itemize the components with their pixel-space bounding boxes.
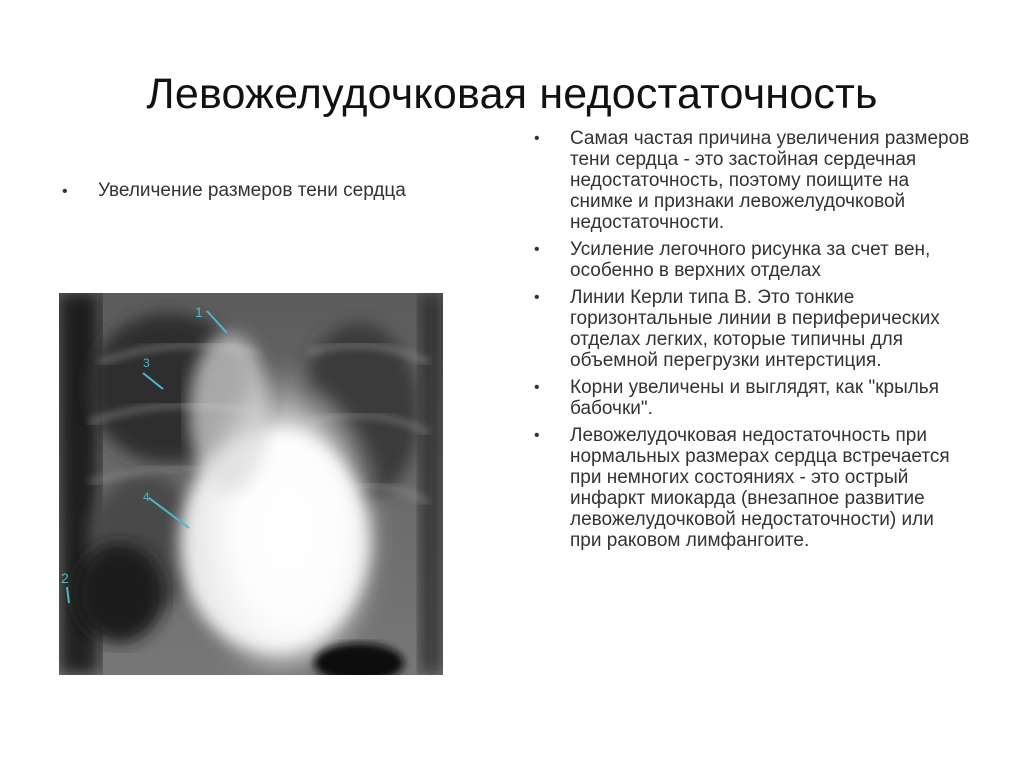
chest-xray-image — [59, 293, 443, 675]
svg-text:4: 4 — [143, 490, 150, 504]
xray-graphic — [59, 293, 443, 675]
bullet-symbol: • — [62, 183, 68, 200]
right-bullet-list — [530, 128, 970, 557]
left-bullet — [62, 180, 406, 202]
svg-text:3: 3 — [143, 356, 150, 370]
right-bullet-item — [530, 128, 970, 233]
bullet-symbol: • — [534, 241, 540, 258]
right-bullet-item — [530, 425, 970, 551]
right-bullet-item — [530, 239, 970, 281]
svg-text:2: 2 — [61, 570, 69, 586]
right-bullet-text: Линии Керли типа В. Это тонкие горизонтальные линии в периферических отделах легких, которые типичны для объемной перегрузки интерстиция. — [570, 287, 940, 371]
svg-text:1: 1 — [195, 304, 203, 320]
bullet-symbol: • — [534, 289, 540, 306]
right-bullet-text: Усиление легочного рисунка за счет вен, особенно в верхних отделах — [570, 239, 931, 281]
right-bullet-item — [530, 377, 970, 419]
right-bullet-item — [530, 287, 970, 371]
slide-title: Левожелудочковая недостаточность — [146, 70, 878, 118]
right-bullet-text: Левожелудочковая недостаточность при нормальных размерах сердца встречается при немногих состояниях - это острый инфаркт миокарда (внезапное развитие левожелудочковой недостаточности) или при раковом лимфангоите. — [570, 425, 950, 551]
bullet-symbol: • — [534, 130, 540, 147]
bullet-symbol: • — [534, 379, 540, 396]
left-bullet-text: Увеличение размеров тени сердца — [98, 180, 406, 201]
right-bullet-text: Самая частая причина увеличения размеров тени сердца - это застойная сердечная недостаточность, поэтому поищите на снимке и признаки левожелудочковой недостаточности. — [570, 128, 970, 233]
bullet-symbol: • — [534, 427, 540, 444]
right-bullet-text: Корни увеличены и выглядят, как "крылья бабочки". — [570, 377, 939, 419]
